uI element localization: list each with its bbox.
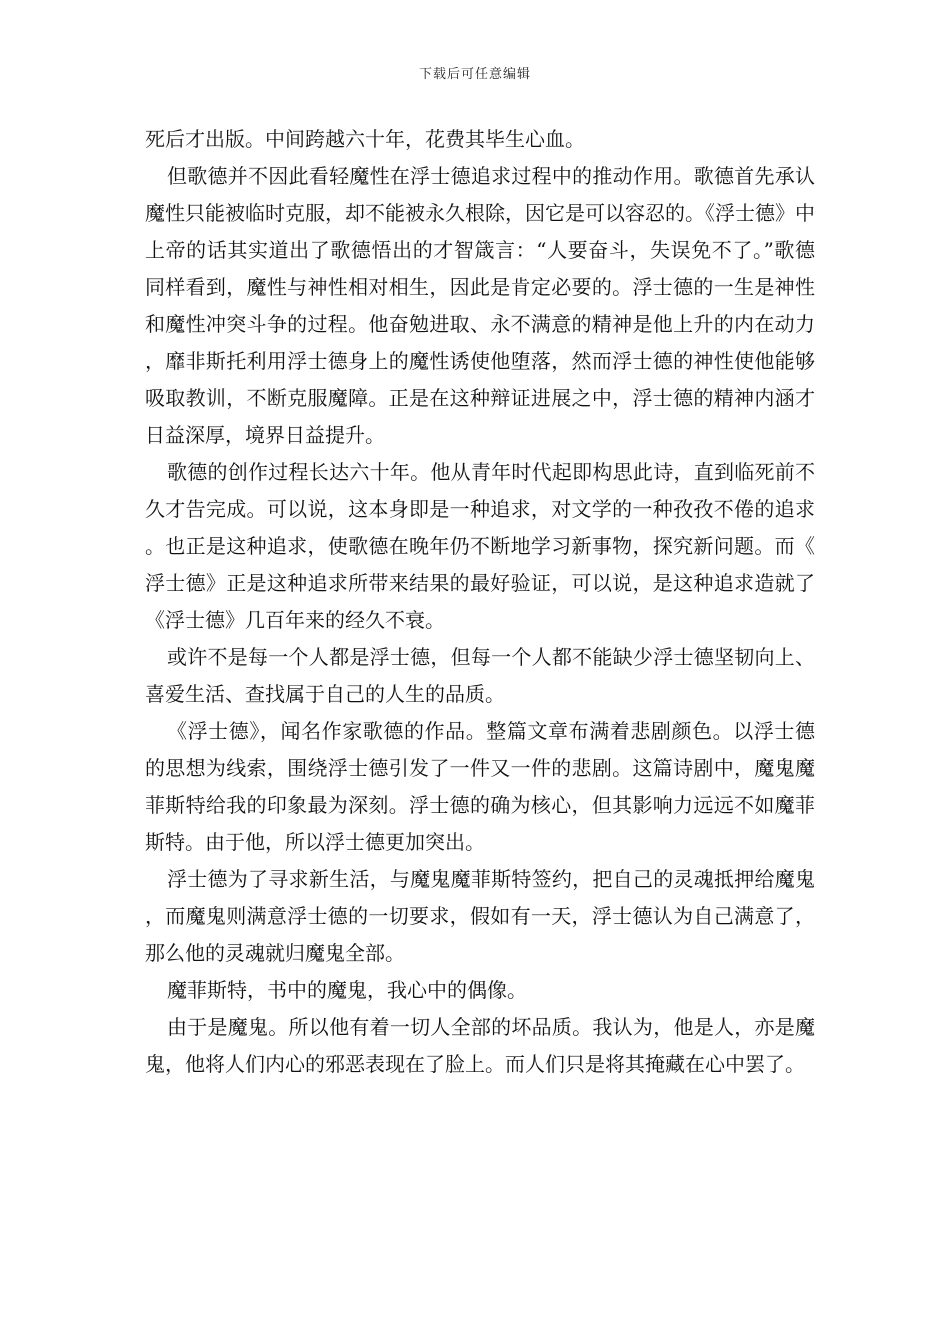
paragraph: 或许不是每一个人都是浮士德，但每一个人都不能缺少浮士德坚韧向上、喜爱生活、查找属于自己的人生的品质。	[145, 645, 815, 706]
paragraph: 死后才出版。中间跨越六十年，花费其毕生心血。	[145, 127, 585, 151]
paragraph: 但歌德并不因此看轻魔性在浮士德追求过程中的推动作用。歌德首先承认魔性只能被临时克服，却不能被永久根除，因它是可以容忍的。《浮士德》中上帝的话其实道出了歌德悟出的才智箴言：“人要奋斗，失误免不了。”歌德同样看到，魔性与神性相对相生，因此是肯定必要的。浮士德的一生是神性和魔性冲突斗争的过程。他奋勉进取、永不满意的精神是他上升的内在动力，靡非斯托利用浮士德身上的魔性诱使他堕落，然而浮士德的神性使他能够吸取教训，不断克服魔障。正是在这种辩证进展之中，浮士德的精神内涵才日益深厚，境界日益提升。	[145, 164, 815, 447]
paragraph: 歌德的创作过程长达六十年。他从青年时代起即构思此诗，直到临死前不久才告完成。可以说，这本身即是一种追求，对文学的一种孜孜不倦的追求。也正是这种追求，使歌德在晚年仍不断地学习新事物，探究新问题。而《浮士德》正是这种追求所带来结果的最好验证，可以说，是这种追求造就了《浮士德》几百年来的经久不衰。	[145, 460, 815, 632]
document-body	[145, 121, 815, 1083]
page-header: 下载后可任意编辑	[418, 67, 531, 82]
paragraph: 魔菲斯特，书中的魔鬼，我心中的偶像。	[167, 978, 527, 1002]
paragraph: 由于是魔鬼。所以他有着一切人全部的坏品质。我认为，他是人，亦是魔鬼，他将人们内心的邪恶表现在了脸上。而人们只是将其掩藏在心中罢了。	[145, 1015, 815, 1076]
paragraph: 浮士德为了寻求新生活，与魔鬼魔菲斯特签约，把自己的灵魂抵押给魔鬼，而魔鬼则满意浮士德的一切要求，假如有一天，浮士德认为自己满意了，那么他的灵魂就归魔鬼全部。	[145, 867, 815, 965]
paragraph: 《浮士德》，闻名作家歌德的作品。整篇文章布满着悲剧颜色。以浮士德的思想为线索，围绕浮士德引发了一件又一件的悲剧。这篇诗剧中，魔鬼魔菲斯特给我的印象最为深刻。浮士德的确为核心，但其影响力远远不如魔菲斯特。由于他，所以浮士德更加突出。	[145, 719, 815, 854]
